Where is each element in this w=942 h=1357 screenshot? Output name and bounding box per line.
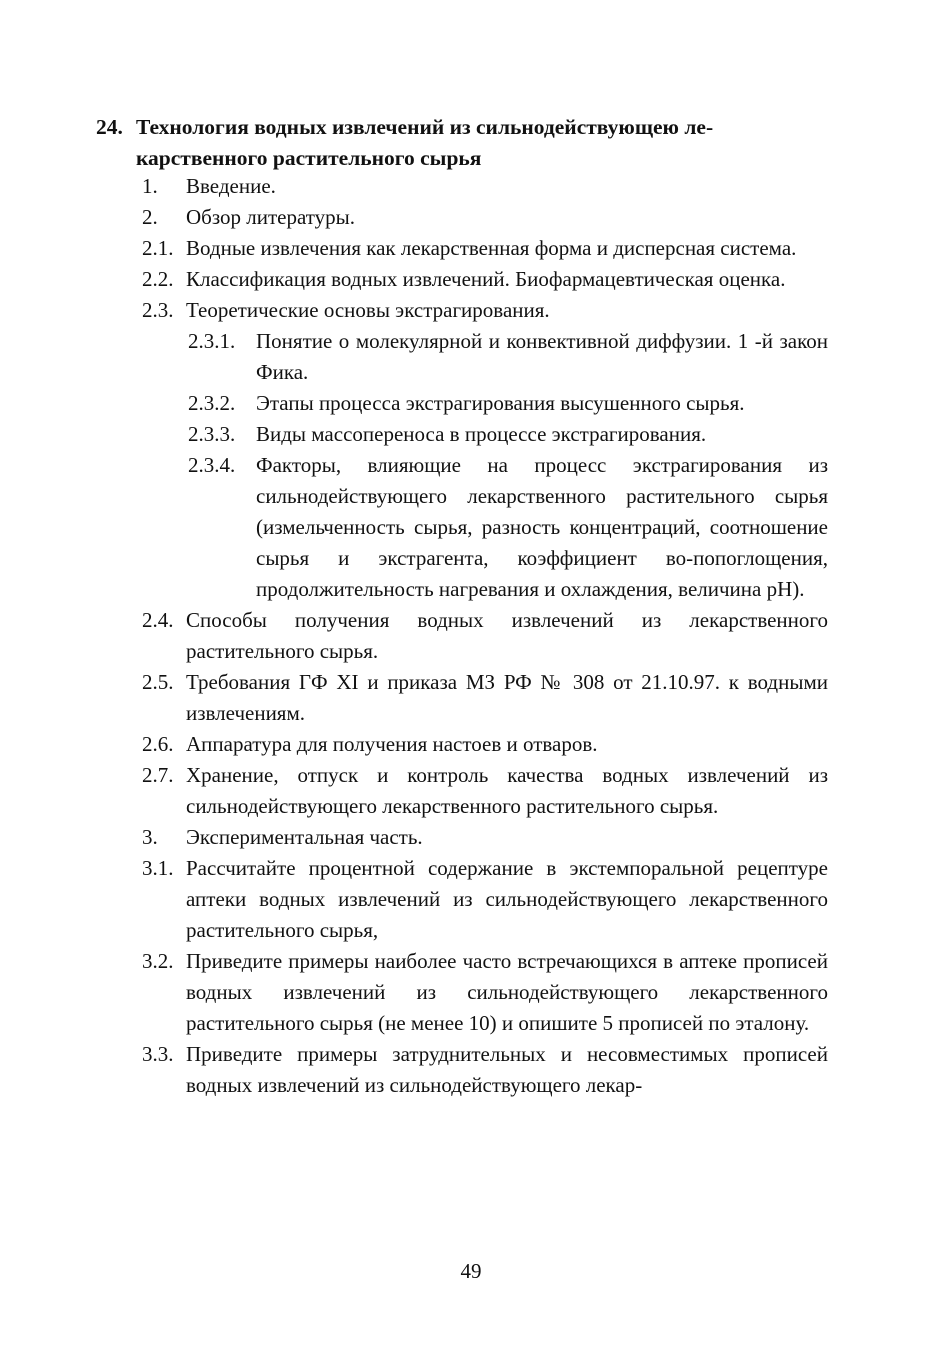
outline-item: [0, 171, 942, 202]
outline-item-text: Приведите примеры затруднительных и несовместимых прописей водных извлечений из сильнодействующего лекар-: [186, 1042, 828, 1097]
outline-item: [0, 419, 942, 450]
outline-item-text: Факторы, влияющие на процесс экстрагирования из сильнодействующего лекарственного растительного сырья (измельченность сырья, разность концентраций, соотношение сырья и экстрагента, коэффициент во-попоглощения, продолжительность нагревания и охлаждения, величина pH).: [256, 453, 828, 601]
outline-item-number: 2.3.1.: [188, 329, 236, 353]
outline-item: [0, 729, 942, 760]
outline-item-number: 2.4.: [142, 608, 174, 632]
outline-item: [0, 233, 942, 264]
outline-item-number: 3.3.: [142, 1042, 174, 1066]
outline-item: [0, 202, 942, 233]
outline-item-text: Введение.: [186, 174, 276, 198]
outline-item: [0, 853, 942, 946]
outline-item: [0, 295, 942, 326]
outline-item: [0, 264, 942, 295]
outline-item-text: Понятие о молекулярной и конвективной диффузии. 1 -й закон Фика.: [256, 329, 828, 384]
outline-item-text: Теоретические основы экстрагирования.: [186, 298, 550, 322]
outline-item-number: 2.6.: [142, 732, 174, 756]
outline-item-number: 3.1.: [142, 856, 174, 880]
outline-item-text: Приведите примеры наиболее часто встречающихся в аптеке прописей водных извлечений из сильнодействующего лекарственного растительного сырья (не менее 10) и опишите 5 прописей по эталону.: [186, 949, 828, 1035]
outline-item-text: Этапы процесса экстрагирования высушенного сырья.: [256, 391, 745, 415]
outline-item: [0, 605, 942, 667]
section-title-line-2: карственного растительного сырья: [136, 146, 482, 170]
section-title-line-1: Технология водных извлечений из сильнодействующею ле-: [136, 115, 714, 139]
outline-item: [0, 1039, 942, 1101]
outline-item-text: Способы получения водных извлечений из лекарственного растительного сырья.: [186, 608, 828, 663]
outline-item-text: Хранение, отпуск и контроль качества водных извлечений из сильнодействующего лекарственного растительного сырья.: [186, 763, 828, 818]
outline-item-number: 2.3.2.: [188, 391, 236, 415]
section-title: [96, 112, 836, 174]
outline-item-number: 2.3.4.: [188, 453, 236, 477]
outline-item-number: 2.7.: [142, 763, 174, 787]
outline-item-number: 2.1.: [142, 236, 174, 260]
outline-item: [0, 450, 942, 605]
outline-item: [0, 326, 942, 388]
outline-item-number: 2.2.: [142, 267, 174, 291]
outline-item-text: Требования ГФ XI и приказа МЗ РФ № 308 от 21.10.97. к водными извлечениям.: [186, 670, 828, 725]
outline-item: [0, 822, 942, 853]
outline-item-number: 2.: [142, 205, 158, 229]
outline-item-number: 2.5.: [142, 670, 174, 694]
page-number: 49: [460, 1259, 482, 1283]
outline-item: [0, 667, 942, 729]
outline-item-number: 3.: [142, 825, 158, 849]
outline-item-number: 2.3.: [142, 298, 174, 322]
outline-item-number: 1.: [142, 174, 158, 198]
outline-item-text: Экспериментальная часть.: [186, 825, 423, 849]
outline-item-text: Обзор литературы.: [186, 205, 356, 229]
outline-item-text: Водные извлечения как лекарственная форма и дисперсная система.: [186, 236, 797, 260]
outline-item-number: 2.3.3.: [188, 422, 236, 446]
outline-list: [0, 171, 942, 1101]
outline-item-text: Виды массопереноса в процессе экстрагирования.: [256, 422, 707, 446]
outline-item: [0, 388, 942, 419]
outline-item: [0, 946, 942, 1039]
outline-item-text: Аппаратура для получения настоев и отваров.: [186, 732, 598, 756]
outline-item-text: Классификация водных извлечений. Биофармацевтическая оценка.: [186, 267, 786, 291]
outline-item-number: 3.2.: [142, 949, 174, 973]
section-number: 24.: [96, 115, 123, 139]
outline-item: [0, 760, 942, 822]
outline-item-text: Рассчитайте процентной содержание в экстемпоральной рецептуре аптеки водных извлечений из сильнодействующего лекарственного растительного сырья,: [186, 856, 828, 942]
